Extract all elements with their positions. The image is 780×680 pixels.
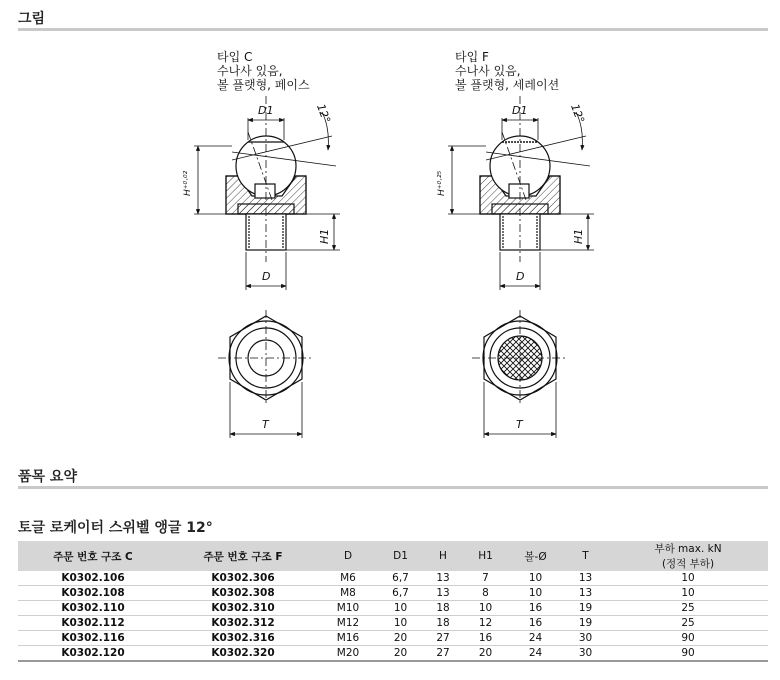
header-load-line2: (정적 부하) <box>661 558 715 570</box>
cell-d: M8 <box>340 587 356 599</box>
cell-d1: 10 <box>393 617 408 629</box>
cell-d: M16 <box>336 632 360 644</box>
table-row <box>18 571 768 586</box>
technical-drawing <box>0 36 780 456</box>
cell-h1: 16 <box>478 632 493 644</box>
cell-d1: 6,7 <box>392 587 409 599</box>
cell-d: M12 <box>336 617 360 629</box>
cell-c: K0302.110 <box>61 602 125 614</box>
type-c-h-label: H⁺⁰·⁰² <box>183 170 193 196</box>
cell-d1: 10 <box>393 602 408 614</box>
cell-d1: 6,7 <box>392 572 409 584</box>
type-f-line2: 수나사 있음, <box>455 64 521 78</box>
cell-ball: 24 <box>528 632 543 644</box>
cell-c: K0302.112 <box>61 617 125 629</box>
cell-ball: 16 <box>528 617 543 629</box>
type-c-h1-label: H1 <box>318 228 331 244</box>
cell-h: 27 <box>436 647 450 659</box>
header-d1: D1 <box>393 550 408 562</box>
table-row <box>18 616 768 631</box>
cell-t: 30 <box>578 632 593 644</box>
cell-f: K0302.316 <box>211 632 275 644</box>
cell-c: K0302.106 <box>61 572 125 584</box>
cell-f: K0302.320 <box>211 647 275 659</box>
cell-t: 13 <box>578 572 593 584</box>
header-load <box>608 541 768 571</box>
cell-load: 25 <box>681 617 695 629</box>
type-c-line2: 수나사 있음, <box>217 64 283 78</box>
type-c-angle-label: 12° <box>314 102 333 125</box>
cell-h1: 20 <box>478 647 493 659</box>
type-f-line3: 볼 플랫형, 세레이션 <box>455 78 560 92</box>
cell-t: 19 <box>578 617 593 629</box>
type-c-d-label: D <box>262 270 271 283</box>
header-h: H <box>439 550 447 562</box>
cell-f: K0302.306 <box>211 572 275 584</box>
cell-ball: 16 <box>528 602 543 614</box>
table-row <box>18 601 768 616</box>
cell-c: K0302.108 <box>61 587 125 599</box>
cell-t: 19 <box>578 602 593 614</box>
cell-h: 13 <box>436 587 450 599</box>
table-header-row <box>18 541 768 571</box>
type-c-d1-label: D1 <box>258 104 274 117</box>
cell-d1: 20 <box>393 632 408 644</box>
type-f-t-label: T <box>516 418 523 431</box>
product-table <box>18 541 768 662</box>
type-f-h1-label: H1 <box>572 228 585 244</box>
header-ball: 볼-Ø <box>524 550 547 563</box>
cell-h1: 10 <box>478 602 493 614</box>
type-c-t-label: T <box>262 418 269 431</box>
cell-d: M6 <box>340 572 356 584</box>
cell-load: 10 <box>681 572 695 584</box>
cell-d1: 20 <box>393 647 408 659</box>
table-row <box>18 646 768 662</box>
cell-load: 90 <box>681 632 695 644</box>
table-row <box>18 631 768 646</box>
type-f-d1-label: D1 <box>512 104 528 117</box>
cell-ball: 10 <box>528 587 543 599</box>
cell-h1: 12 <box>478 617 493 629</box>
type-f-line1: 타입 F <box>455 50 489 64</box>
figure-section-title: 그림 <box>18 11 46 27</box>
cell-d: M20 <box>336 647 360 659</box>
cell-f: K0302.312 <box>211 617 275 629</box>
cell-h1: 8 <box>482 587 489 599</box>
header-load-line1: 부하 max. kN <box>654 543 722 555</box>
cell-c: K0302.120 <box>61 647 125 659</box>
figure-section-rule <box>18 28 768 31</box>
header-order-f: 주문 번호 구조 F <box>203 550 283 563</box>
type-f-angle-label: 12° <box>568 102 587 125</box>
cell-h: 13 <box>436 572 450 584</box>
cell-c: K0302.116 <box>61 632 125 644</box>
cell-h: 27 <box>436 632 450 644</box>
cell-t: 30 <box>578 647 593 659</box>
type-f-d-label: D <box>516 270 525 283</box>
header-t: T <box>582 550 589 562</box>
cell-ball: 24 <box>528 647 543 659</box>
cell-t: 13 <box>578 587 593 599</box>
cell-ball: 10 <box>528 572 543 584</box>
cell-h: 18 <box>436 602 450 614</box>
cell-f: K0302.310 <box>211 602 275 614</box>
cell-h1: 7 <box>482 572 489 584</box>
cell-load: 25 <box>681 602 695 614</box>
type-c-line1: 타입 C <box>217 50 253 64</box>
cell-load: 10 <box>681 587 695 599</box>
header-h1: H1 <box>478 550 493 562</box>
header-order-c: 주문 번호 구조 C <box>53 550 133 563</box>
type-c-line3: 볼 플랫형, 페이스 <box>217 78 310 92</box>
header-d: D <box>343 550 353 562</box>
summary-section-title: 품목 요약 <box>18 469 77 485</box>
product-title: 토글 로케이터 스위벨 앵글 12° <box>18 520 213 536</box>
type-f-h-label: H⁺⁰·²⁵ <box>437 170 447 196</box>
cell-f: K0302.308 <box>211 587 275 599</box>
table-row <box>18 586 768 601</box>
summary-section-rule <box>18 486 768 489</box>
cell-d: M10 <box>336 602 360 614</box>
cell-load: 90 <box>681 647 695 659</box>
cell-h: 18 <box>436 617 450 629</box>
